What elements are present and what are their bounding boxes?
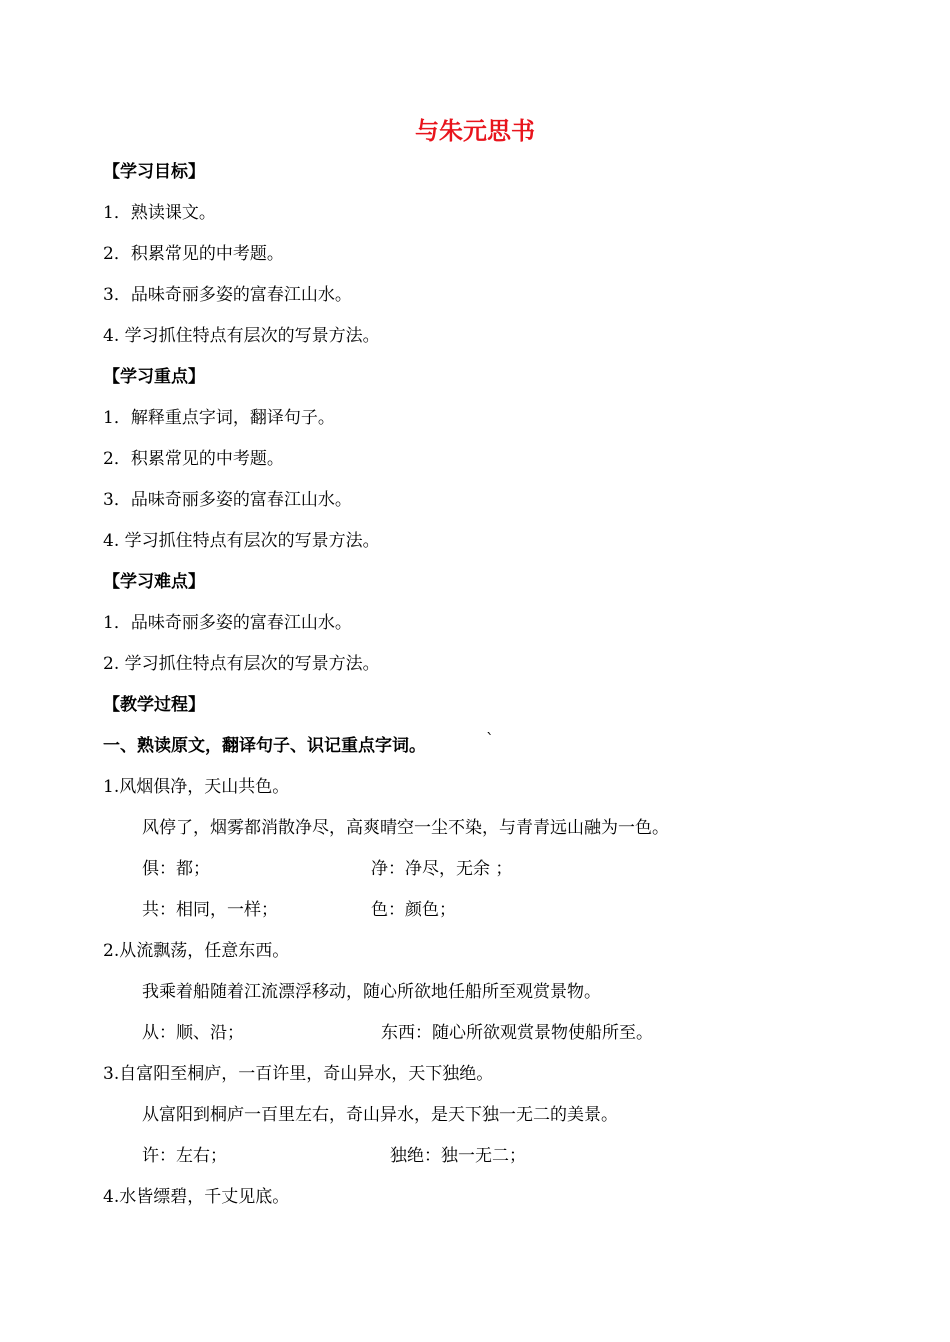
key-item: 4. 学习抓住特点有层次的写景方法。 [103, 531, 380, 551]
goal-item: 3．品味奇丽多姿的富春江山水。 [103, 285, 352, 305]
key-item: 1．解释重点字词，翻译句子。 [103, 408, 335, 428]
translation: 风停了，烟雾都消散净尽，高爽晴空一尘不染，与青青远山融为一色。 [142, 818, 669, 838]
key-item: 2．积累常见的中考题。 [103, 449, 284, 469]
gloss-term: 色：颜色； [371, 900, 456, 920]
gloss-term: 独绝：独一无二； [390, 1146, 526, 1166]
gloss-term: 净：净尽，无余 ； [371, 859, 513, 879]
gloss-term: 共：相同，一样； [142, 900, 278, 920]
classical-sentence: 2.从流飘荡，任意东西。 [103, 941, 290, 961]
gloss-term: 东西：随心所欲观赏景物使船所至。 [381, 1023, 653, 1043]
section-heading-goals: 【学习目标】 [103, 162, 205, 182]
difficult-item: 1．品味奇丽多姿的富春江山水。 [103, 613, 352, 633]
key-item: 3．品味奇丽多姿的富春江山水。 [103, 490, 352, 510]
translation: 我乘着船随着江流漂浮移动，随心所欲地任船所至观赏景物。 [142, 982, 601, 1002]
difficult-item: 2. 学习抓住特点有层次的写景方法。 [103, 654, 380, 674]
stray-mark: ` [486, 730, 494, 749]
page-title: 与朱元思书 [415, 117, 535, 145]
goal-item: 4. 学习抓住特点有层次的写景方法。 [103, 326, 380, 346]
section-heading-process: 【教学过程】 [103, 695, 205, 715]
gloss-term: 许：左右； [142, 1146, 227, 1166]
classical-sentence: 3.自富阳至桐庐，一百许里，奇山异水，天下独绝。 [103, 1064, 494, 1084]
goal-item: 1．熟读课文。 [103, 203, 216, 223]
section-heading-difficult: 【学习难点】 [103, 572, 205, 592]
process-step-heading: 一、熟读原文，翻译句子、识记重点字词。 [103, 736, 426, 756]
goal-item: 2．积累常见的中考题。 [103, 244, 284, 264]
gloss-term: 俱：都； [142, 859, 210, 879]
gloss-term: 从：顺、沿； [142, 1023, 244, 1043]
classical-sentence: 4.水皆缥碧，千丈见底。 [103, 1187, 290, 1207]
classical-sentence: 1.风烟俱净，天山共色。 [103, 777, 290, 797]
translation: 从富阳到桐庐一百里左右，奇山异水，是天下独一无二的美景。 [142, 1105, 618, 1125]
section-heading-key: 【学习重点】 [103, 367, 205, 387]
